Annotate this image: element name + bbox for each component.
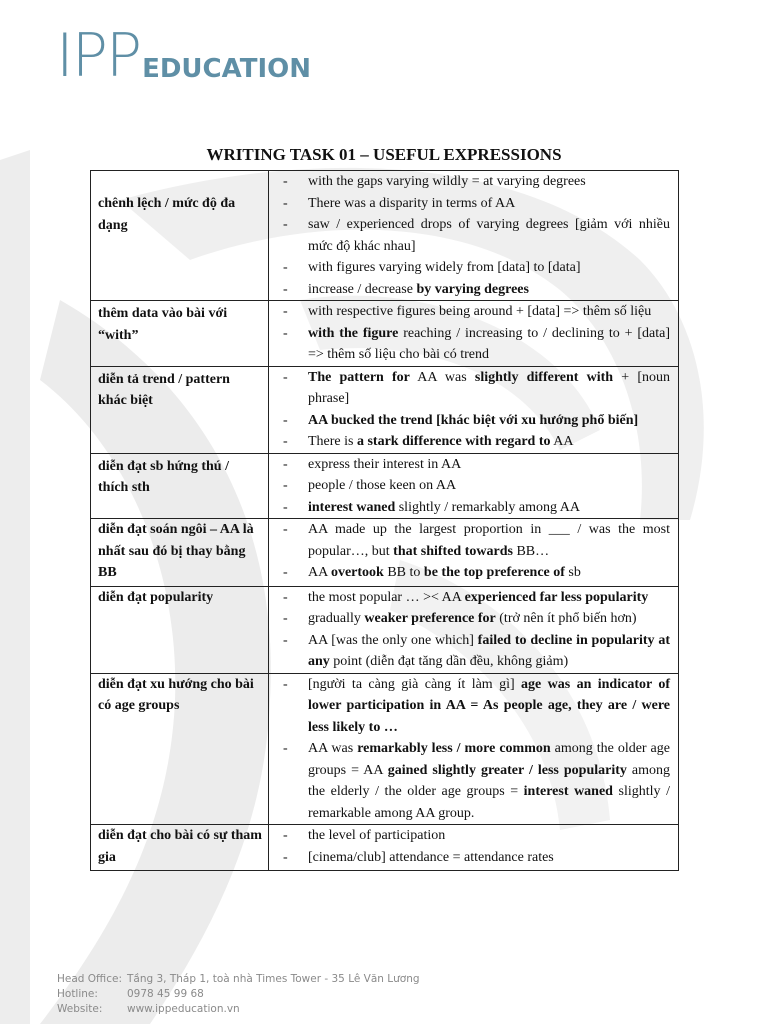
expression-item (283, 431, 670, 453)
expression-item (283, 847, 670, 869)
row-topic: thêm data vào bài với “with” (91, 301, 269, 367)
expression-item (283, 171, 670, 193)
expression-text: slightly / remarkable among AA group. (308, 784, 670, 821)
expression-list (283, 519, 670, 584)
website-url[interactable]: www.ippeducation.vn (127, 1003, 240, 1015)
expression-bold-text: experienced far less popularity (464, 589, 649, 605)
hotline-number: 0978 45 99 68 (127, 988, 204, 1000)
expression-list (283, 171, 670, 300)
page-title: WRITING TASK 01 – USEFUL EXPRESSIONS (206, 145, 562, 164)
expression-text: the most popular … >< AA (308, 589, 465, 605)
expression-text: with figures varying widely from [data] to [data] (308, 260, 581, 275)
expression-text: gradually (308, 611, 365, 626)
expression-text: AA was (308, 741, 358, 756)
expression-text: people / those keen on AA (308, 478, 457, 493)
row-topic: chênh lệch / mức độ đa dạng (91, 171, 269, 301)
expression-bold-text: overtook (330, 565, 384, 580)
expression-text: There was a disparity in terms of AA (308, 195, 516, 211)
expression-text: [cinema/club] attendance = attendance rates (308, 849, 554, 865)
expression-text: BB… (512, 543, 550, 559)
expression-bold-text: by varying degrees (416, 281, 529, 297)
expression-text: with the gaps varying wildly = at varying degrees (308, 174, 586, 189)
expression-item (283, 738, 670, 824)
brand-logo (56, 21, 311, 91)
row-topic: diễn đạt soán ngôi – AA là nhất sau đó bị thay bằng BB (91, 519, 269, 587)
expression-bold-text: interest waned (523, 784, 613, 799)
expression-text: with respective figures being around + [data] => thêm số liệu (308, 304, 652, 319)
table-row (91, 301, 679, 367)
table-row (91, 825, 679, 871)
expression-text: BB to (383, 565, 424, 580)
row-expressions (269, 366, 679, 453)
expression-list (283, 825, 670, 868)
expression-bold-text: remarkably less / more common (357, 741, 551, 756)
expression-text: among the older age groups = AA (308, 741, 670, 778)
expression-item (283, 367, 670, 410)
logo-text: EDUCATION (142, 54, 311, 84)
expression-item (283, 519, 670, 562)
table-row (91, 673, 679, 825)
expression-item (283, 674, 670, 739)
expression-bold-text: interest waned (308, 499, 396, 515)
expression-text: sb (564, 565, 581, 580)
expression-list (283, 454, 670, 519)
footer-website (57, 1002, 420, 1017)
expression-bold-text: weaker preference for (364, 611, 496, 626)
expression-text: [người ta càng già càng ít làm gì] (308, 676, 522, 692)
row-topic: diễn tả trend / pattern khác biệt (91, 366, 269, 453)
hotline-label: Hotline: (57, 988, 98, 1000)
expression-bold-text: with the figure (308, 325, 399, 341)
expression-list (283, 367, 670, 453)
expression-bold-text: age was an indicator of lower participation in AA = As people age, they are / were less likely to … (308, 676, 670, 735)
expression-item (283, 608, 670, 630)
table-row (91, 586, 679, 673)
row-topic: diễn đạt popularity (91, 586, 269, 673)
expression-item (283, 193, 670, 215)
footer-office (57, 972, 420, 987)
footer (57, 972, 420, 1017)
logo-mark: IPP (56, 21, 141, 91)
table-row (91, 171, 679, 301)
expression-item (283, 475, 670, 497)
expression-text: AA (550, 434, 574, 449)
expression-list (283, 301, 670, 366)
expression-bold-text: The pattern for (308, 369, 410, 385)
expression-item (283, 825, 670, 847)
expression-bold-text: slightly different with (474, 369, 614, 385)
expression-item (283, 301, 670, 323)
row-expressions (269, 301, 679, 367)
expression-item (283, 562, 670, 584)
expression-item (283, 587, 670, 609)
expression-item (283, 214, 670, 257)
expression-bold-text: gained slightly greater / less popularity (387, 762, 627, 778)
expression-text: saw / experienced drops of varying degrees [giảm với nhiều mức độ khác nhau] (308, 217, 670, 254)
expression-text: increase / decrease (308, 281, 417, 297)
row-expressions (269, 171, 679, 301)
expression-text: AA made up the largest proportion in ___ / was the most popular…, but (308, 522, 670, 559)
expression-item (283, 630, 670, 673)
row-expressions (269, 453, 679, 519)
row-topic: diễn đạt sb hứng thú / thích sth (91, 453, 269, 519)
expression-bold-text: be the top preference of (423, 565, 565, 580)
row-expressions (269, 586, 679, 673)
expression-bold-text: failed to decline in popularity at any (308, 632, 671, 669)
office-label: Head Office: (57, 973, 122, 985)
expression-item (283, 323, 670, 366)
row-topic: diễn đạt xu hướng cho bài có age groups (91, 673, 269, 825)
expression-item (283, 410, 670, 432)
table-row (91, 519, 679, 587)
row-expressions (269, 825, 679, 871)
expression-text: + [noun phrase] (308, 369, 670, 406)
expression-text: There is (308, 434, 357, 449)
expression-text: point (diễn đạt tăng dần đều, không giảm) (329, 654, 569, 669)
expression-text: the level of participation (308, 828, 446, 843)
website-label: Website: (57, 1003, 103, 1015)
expression-item (283, 454, 670, 476)
expression-text: AA [was the only one which] (308, 632, 478, 648)
expressions-table (90, 170, 679, 871)
expression-text: (trở nên ít phổ biến hơn) (495, 611, 637, 626)
expression-text: reaching / increasing to / declining to + [data] => thêm số liệu cho bài có trend (308, 325, 670, 362)
expression-bold-text: AA bucked the trend [khác biệt với xu hướng phổ biến] (308, 412, 639, 428)
table-row (91, 453, 679, 519)
row-expressions (269, 673, 679, 825)
expression-list (283, 674, 670, 825)
table-row (91, 366, 679, 453)
expression-bold-text: a stark difference with regard to (356, 434, 551, 449)
expression-text: among the elderly / the older age groups = (308, 762, 670, 799)
expression-item (283, 257, 670, 279)
footer-hotline (57, 987, 420, 1002)
expression-text: slightly / remarkably among AA (395, 499, 580, 515)
row-topic: diễn đạt cho bài có sự tham gia (91, 825, 269, 871)
expression-text: AA was (409, 369, 475, 385)
expression-item (283, 497, 670, 519)
expression-text: AA (308, 565, 331, 580)
row-expressions (269, 519, 679, 587)
office-address: Tầng 3, Tháp 1, toà nhà Times Tower - 35 Lê Văn Lương (127, 973, 420, 985)
expressions-body (91, 171, 679, 871)
expression-item (283, 279, 670, 301)
expression-bold-text: that shifted towards (393, 543, 513, 559)
expression-list (283, 587, 670, 673)
expression-text: express their interest in AA (308, 456, 462, 472)
